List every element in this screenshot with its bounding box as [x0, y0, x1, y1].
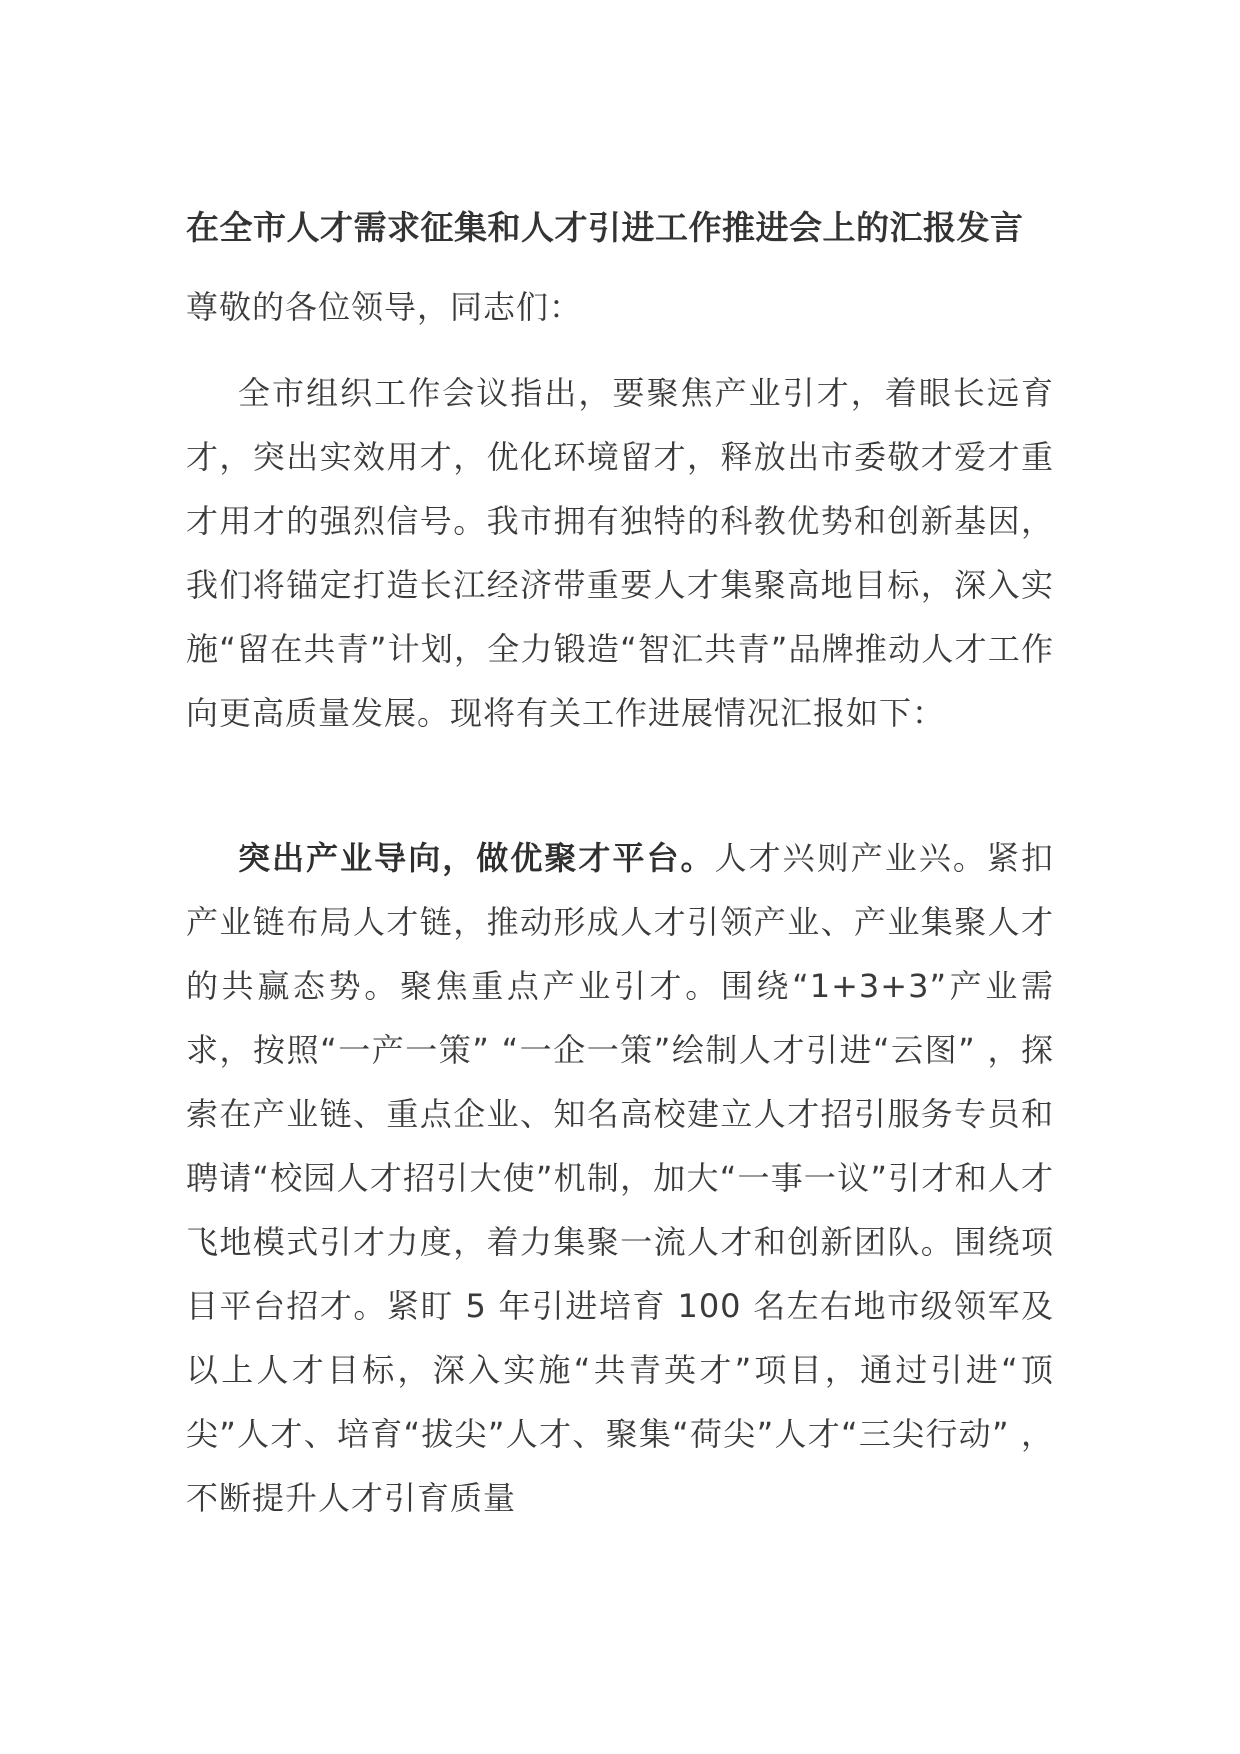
- paragraph-intro: 全市组织工作会议指出，要聚焦产业引才，着眼长远育才，突出实效用才，优化环境留才，释放出市委敬才爱才重才用才的强烈信号。我市拥有独特的科教优势和创新基因，我们将锚定打造长江经济带重要人才集聚高地目标，深入实施“留在共青”计划，全力锻造“智汇共青”品牌推动人才工作向更高质量发展。现将有关工作进展情况汇报如下：: [186, 374, 1054, 732]
- paragraph-talent-platform: [186, 826, 1054, 1530]
- document-title: 在全市人才需求征集和人才引进工作推进会上的汇报发言: [186, 208, 1024, 247]
- paragraph-body-text: 人才兴则产业兴。紧扣产业链布局人才链，推动形成人才引领产业、产业集聚人才的共赢态势。聚焦重点产业引才。围绕“1+3+3”产业需求，按照“一产一策” “一企一策”绘制人才引进“云图” ，探索在产业链、重点企业、知名高校建立人才招引服务专员和聘请“校园人才招引大使”机制，加大“一事一议”引才和人才飞地模式引才力度，着力集聚一流人才和创新团队。围绕项目平台招才。紧盯 5 年引进培育 100 名左右地市级领军及以上人才目标，深入实施“共青英才”项目，通过引进“顶尖”人才、培育“拔尖”人才、聚集“荷尖”人才“三尖行动” ，不断提升人才引育质量: [186, 839, 1054, 1517]
- paragraph-lead-heading: 突出产业导向，做优聚才平台。: [238, 839, 715, 877]
- salutation: 尊敬的各位领导，同志们：: [186, 288, 583, 326]
